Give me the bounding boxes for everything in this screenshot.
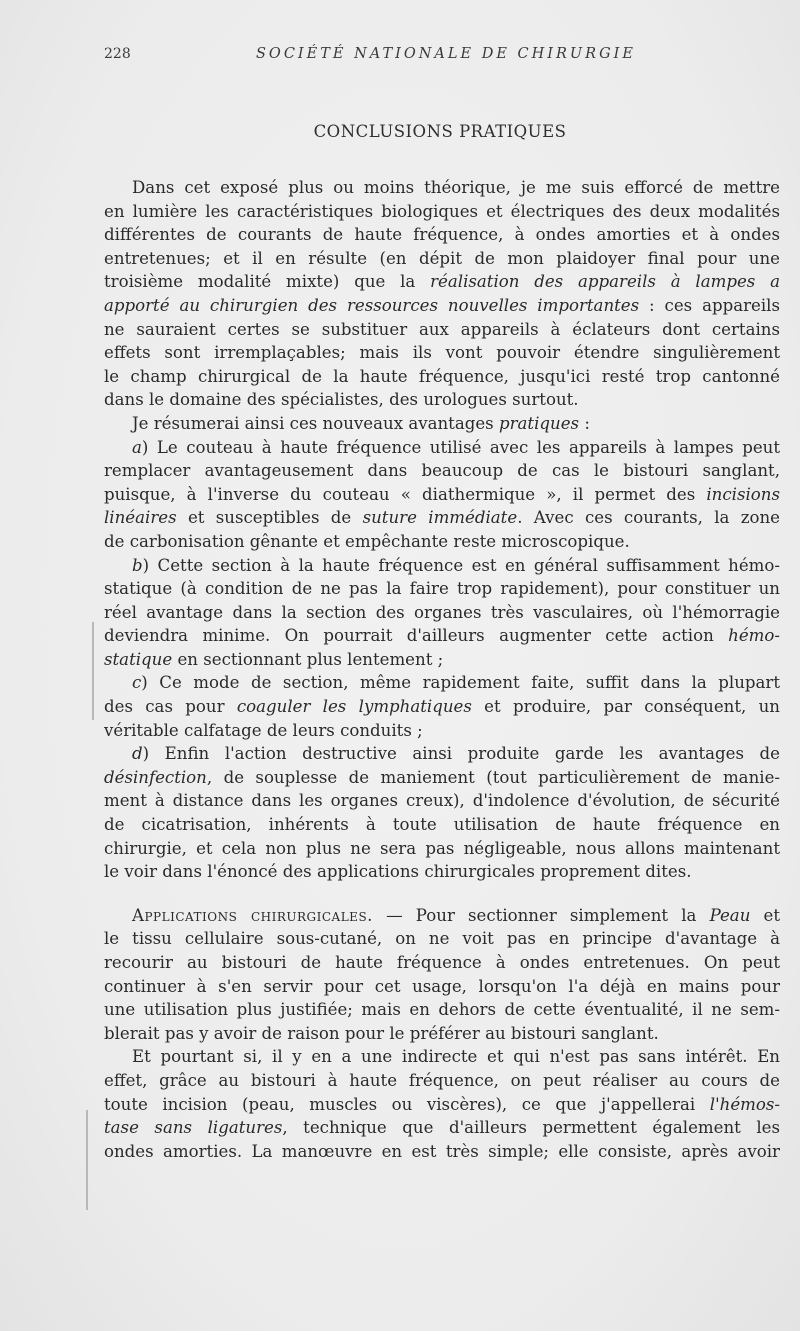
text-line: c) Ce mode de section, même rapidement faite, suffit dans la plupart	[132, 673, 780, 693]
text-line: le champ chirurgical de la haute fréquence, jusqu'ici resté trop cantonné	[104, 366, 780, 386]
margin-mark	[86, 1110, 88, 1210]
text-line: des cas pour coaguler les lymphatiques et produire, par conséquent, un	[104, 697, 780, 717]
text-line: statique en sectionnant plus lentement ;	[104, 649, 444, 669]
text-line: effet, grâce au bistouri à haute fréquence, on peut réaliser au cours de	[104, 1070, 780, 1090]
text-line: toute incision (peau, muscles ou viscères), ce que j'appellerai l'hémos-	[104, 1094, 780, 1114]
body-text	[104, 176, 780, 1163]
text-line: différentes de courants de haute fréquence, à ondes amorties et à ondes	[104, 225, 780, 245]
text-line: ne sauraient certes se substituer aux appareils à éclateurs dont certains	[104, 319, 780, 339]
margin-mark	[92, 622, 94, 720]
text-line: ondes amorties. La manœuvre en est très simple; elle consiste, après avoir	[104, 1141, 780, 1161]
text-line: de cicatrisation, inhérents à toute utilisation de haute fréquence en	[104, 815, 780, 835]
text-line: le tissu cellulaire sous-cutané, on ne voit pas en principe d'avantage à	[104, 929, 780, 949]
text-line: désinfection, de souplesse de maniement (tout particulièrement de manie-	[104, 767, 780, 787]
text-line: a) Le couteau à haute fréquence utilisé avec les appareils à lampes peut	[132, 437, 780, 457]
text-line: statique (à condition de ne pas la faire trop rapidement), pour constituer un	[104, 579, 780, 599]
text-line: puisque, à l'inverse du couteau « diathermique », il permet des incisions	[104, 484, 780, 504]
text-line: ment à distance dans les organes creux), d'indolence d'évolution, de sécurité	[104, 791, 780, 811]
text-line: tase sans ligatures, technique que d'ailleurs permettent également les	[104, 1118, 780, 1138]
text-line: blerait pas y avoir de raison pour le préférer au bistouri sanglant.	[104, 1023, 659, 1043]
text-line: chirurgie, et cela non plus ne sera pas négligeable, nous allons maintenant	[104, 838, 780, 858]
text-line: recourir au bistouri de haute fréquence à ondes entretenues. On peut	[104, 953, 780, 972]
running-title: SOCIÉTÉ NATIONALE DE CHIRURGIE	[256, 46, 636, 62]
text-line: Applications chirurgicales. — Pour sectionner simplement la Peau et	[132, 905, 780, 925]
text-line: une utilisation plus justifiée; mais en dehors de cette éventualité, il ne sem-	[104, 1000, 780, 1020]
text-line: effets sont irremplaçables; mais ils vont pouvoir étendre singulièrement	[104, 343, 780, 363]
text-line: deviendra minime. On pourrait d'ailleurs augmenter cette action hémo-	[104, 626, 780, 646]
text-line: en lumière les caractéristiques biologiques et électriques des deux modalités	[104, 201, 780, 221]
text-line: Je résumerai ainsi ces nouveaux avantages pratiques :	[132, 413, 590, 433]
text-line: Et pourtant si, il y en a une indirecte et qui n'est pas sans intérêt. En	[132, 1047, 780, 1067]
text-line: entretenues; et il en résulte (en dépit de mon plaidoyer final pour une	[104, 248, 780, 268]
section-heading: CONCLUSIONS PRATIQUES	[313, 122, 567, 141]
text-line: apporté au chirurgien des ressources nouvelles importantes : ces appareils	[104, 295, 780, 315]
text-line: le voir dans l'énoncé des applications chirurgicales proprement dites.	[104, 862, 692, 882]
page-header	[104, 46, 782, 70]
text-line: de carbonisation gênante et empêchante reste microscopique.	[104, 531, 630, 551]
text-line: véritable calfatage de leurs conduits ;	[104, 720, 423, 740]
text-line: continuer à s'en servir pour cet usage, lorsqu'on l'a déjà en mains pour	[104, 976, 780, 996]
text-line: remplacer avantageusement dans beaucoup de cas le bistouri sanglant,	[104, 461, 780, 481]
text-line: dans le domaine des spécialistes, des urologues surtout.	[104, 390, 579, 410]
text-line: réel avantage dans la section des organes très vasculaires, où l'hémorragie	[104, 602, 780, 622]
text-line: troisième modalité mixte) que la réalisation des appareils à lampes a	[104, 272, 780, 292]
page-number: 228	[104, 46, 131, 62]
paragraph-gap	[104, 884, 780, 904]
text-line: b) Cette section à la haute fréquence est en général suffisamment hémo-	[132, 555, 780, 575]
text-line: Dans cet exposé plus ou moins théorique, je me suis efforcé de mettre	[132, 178, 780, 197]
text-line: d) Enfin l'action destructive ainsi produite garde les avantages de	[132, 744, 780, 764]
text-line: linéaires et susceptibles de suture immédiate. Avec ces courants, la zone	[104, 508, 780, 528]
